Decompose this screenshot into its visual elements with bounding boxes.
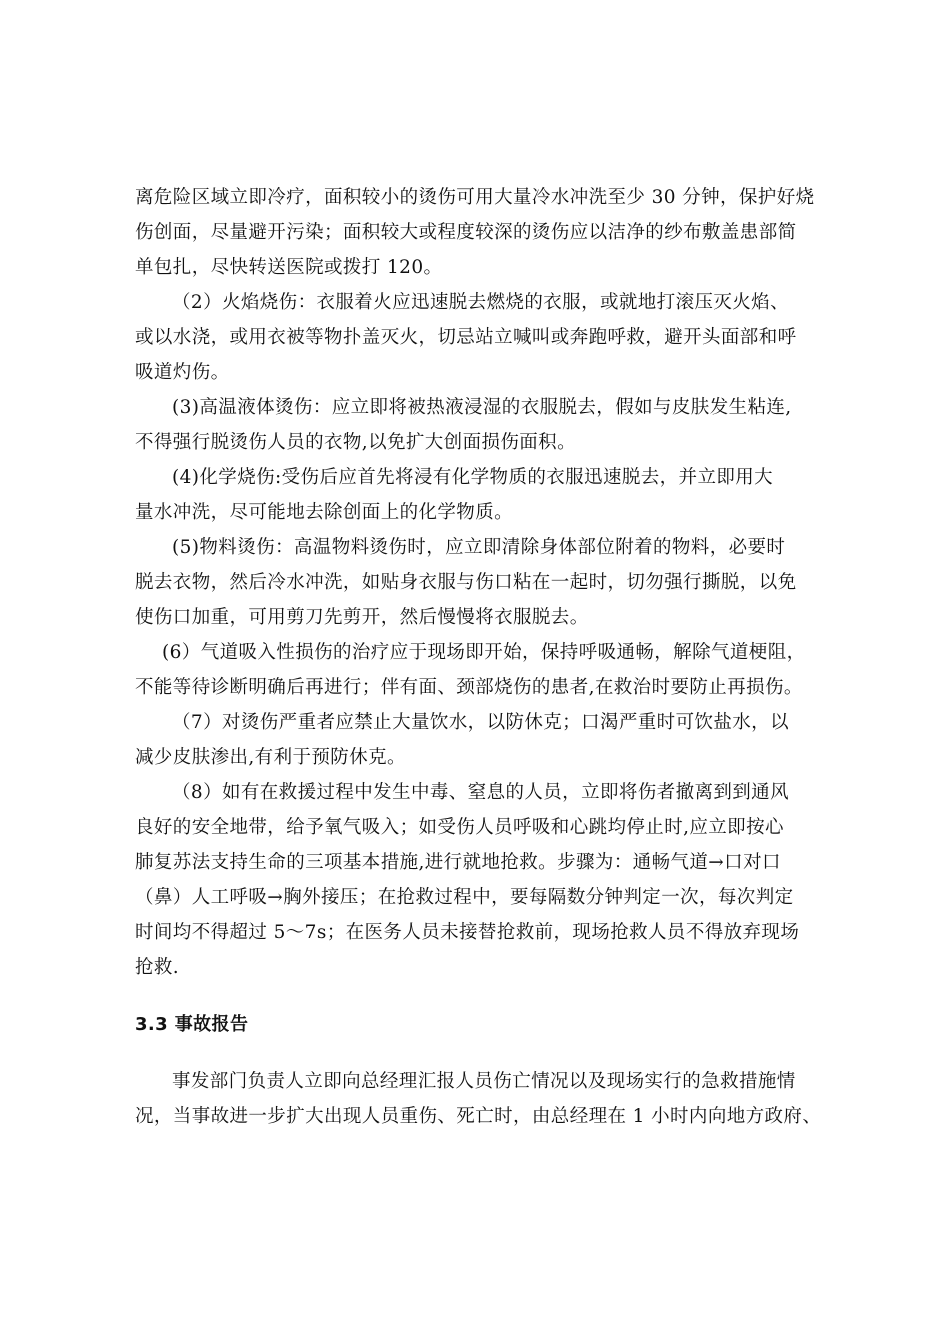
text-line: 吸道灼伤。: [135, 362, 230, 383]
text-line: 不能等待诊断明确后再进行；伴有面、颈部烧伤的患者,在救治时要防止再损伤。: [135, 677, 803, 698]
text-line: 减少皮肤渗出,有利于预防休克。: [135, 747, 406, 768]
text-line: 单包扎，尽快转送医院或拨打 120。: [135, 257, 443, 278]
paragraph-first-line: （2）火焰烧伤：衣服着火应迅速脱去燃烧的衣服，或就地打滚压灭火焰、: [172, 292, 789, 313]
text-line: 或以水浇，或用衣被等物扑盖灭火，切忌站立喊叫或奔跑呼救，避开头面部和呼: [135, 327, 797, 348]
text-line: 时间均不得超过 5～7s；在医务人员未接替抢救前，现场抢救人员不得放弃现场: [135, 922, 800, 943]
text-line: 离危险区域立即冷疗，面积较小的烫伤可用大量冷水冲洗至少 30 分钟，保护好烧: [135, 187, 815, 208]
text-line: 况，当事故进一步扩大出现人员重伤、死亡时，由总经理在 1 小时内向地方政府、: [135, 1106, 822, 1127]
paragraph-first-line: (5)物料烫伤：高温物料烫伤时，应立即清除身体部位附着的物料，必要时: [172, 537, 786, 558]
text-line: 使伤口加重，可用剪刀先剪开，然后慢慢将衣服脱去。: [135, 607, 589, 628]
section-heading: 3.3 事故报告: [135, 1014, 249, 1035]
text-line: 不得强行脱烫伤人员的衣物,以免扩大创面损伤面积。: [135, 432, 576, 453]
text-line: 脱去衣物，然后冷水冲洗，如贴身衣服与伤口粘在一起时，切勿强行撕脱，以免: [135, 572, 797, 593]
text-line: 良好的安全地带，给予氧气吸入；如受伤人员呼吸和心跳均停止时,应立即按心: [135, 817, 784, 838]
text-line: 量水冲洗，尽可能地去除创面上的化学物质。: [135, 502, 514, 523]
paragraph-first-line: (4)化学烧伤:受伤后应首先将浸有化学物质的衣服迅速脱去，并立即用大: [172, 467, 774, 488]
paragraph-first-line: 事发部门负责人立即向总经理汇报人员伤亡情况以及现场实行的急救措施情: [172, 1071, 796, 1092]
paragraph-first-line: (6）气道吸入性损伤的治疗应于现场即开始，保持呼吸通畅，解除气道梗阻，: [162, 642, 806, 663]
text-line: （鼻）人工呼吸→胸外接压；在抢救过程中，要每隔数分钟判定一次，每次判定: [135, 887, 794, 908]
text-line: 抢救.: [135, 957, 180, 978]
paragraph-first-line: （8）如有在救援过程中发生中毒、窒息的人员，立即将伤者撤离到到通风: [172, 782, 789, 803]
text-line: 伤创面，尽量避开污染；面积较大或程度较深的烫伤应以洁净的纱布敷盖患部简: [135, 222, 797, 243]
paragraph-first-line: （7）对烫伤严重者应禁止大量饮水，以防休克；口渴严重时可饮盐水，以: [172, 712, 789, 733]
text-line: 肺复苏法支持生命的三项基本措施,进行就地抢救。步骤为：通畅气道→口对口: [135, 852, 781, 873]
paragraph-first-line: (3)高温液体烫伤：应立即将被热液浸湿的衣服脱去，假如与皮肤发生粘连,: [172, 397, 792, 418]
